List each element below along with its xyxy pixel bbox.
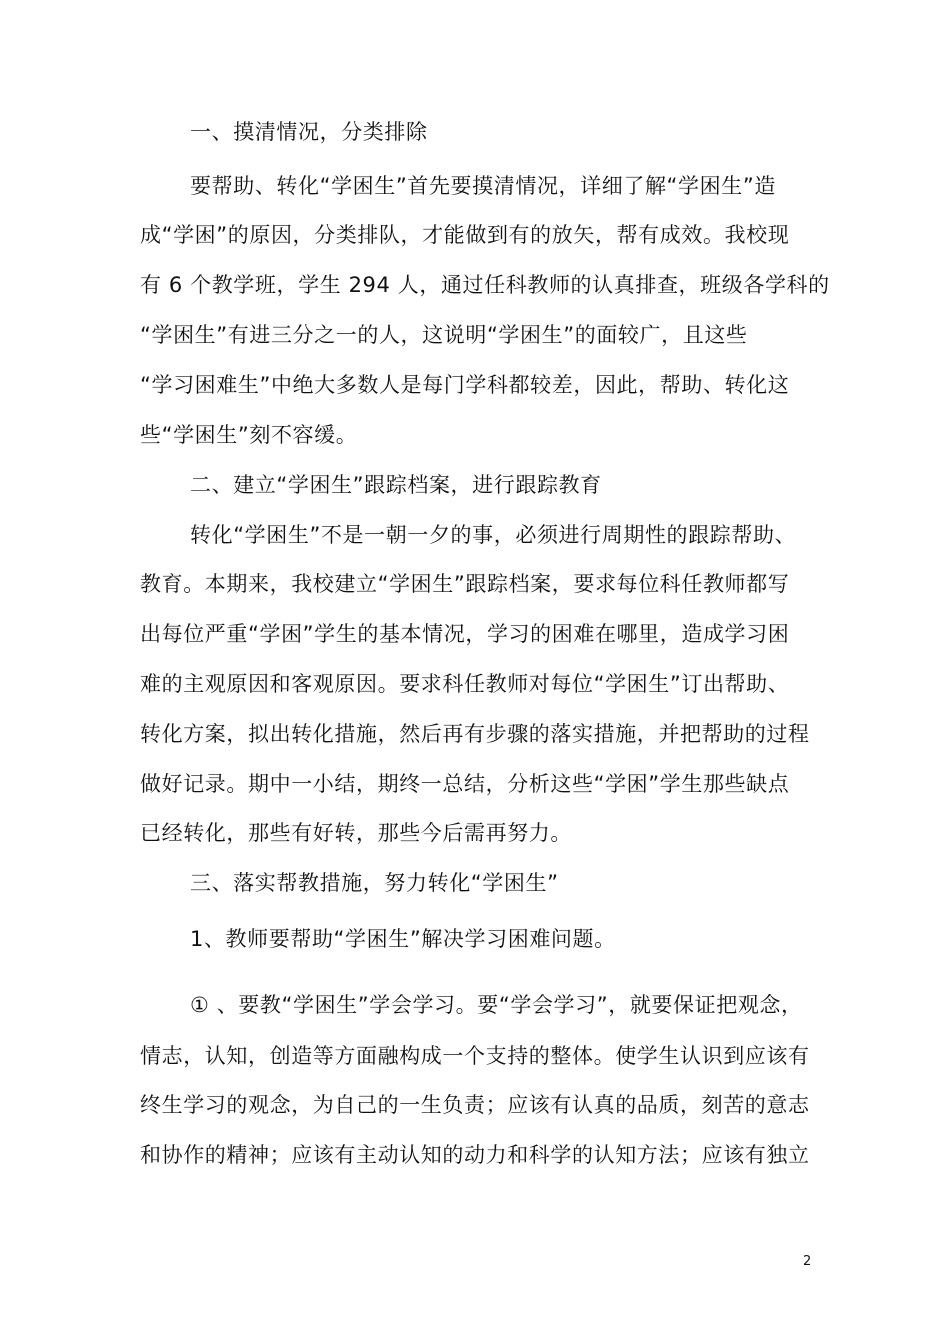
paragraph-line: 转化方案，拟出转化措施，然后再有步骤的落实措施，并把帮助的过程	[140, 722, 810, 746]
paragraph-line: 做好记录。期中一小结，期终一总结，分析这些“学困”学生那些缺点	[140, 772, 790, 796]
page-number: 2	[803, 1254, 812, 1269]
paragraph-line: 难的主观原因和客观原因。要求科任教师对每位“学困生”订出帮助、	[140, 672, 790, 696]
paragraph-line: 成“学困”的原因，分类排队，才能做到有的放矢，帮有成效。我校现	[140, 223, 790, 247]
paragraph-line: 终生学习的观念，为自己的一生负责；应该有认真的品质，刻苦的意志	[140, 1093, 810, 1117]
paragraph-line: 已经转化，那些有好转，那些今后需再努力。	[140, 821, 572, 845]
heading-2: 二、建立“学困生”跟踪档案，进行跟踪教育	[190, 473, 602, 497]
paragraph-line: 出每位严重“学困”学生的基本情况，学习的困难在哪里，造成学习困	[140, 622, 790, 646]
subheading-1: 1、教师要帮助“学困生”解决学习困难问题。	[190, 927, 616, 951]
paragraph-line: 有 6 个教学班，学生 294 人，通过任科教师的认真排查，班级各学科的	[140, 273, 830, 297]
paragraph-line: 要帮助、转化“学困生”首先要摸清情况，详细了解“学困生”造	[190, 174, 776, 198]
heading-3: 三、落实帮教措施，努力转化“学困生”	[190, 871, 559, 895]
paragraph-line: 些“学困生”刻不容缓。	[140, 423, 358, 447]
paragraph-line: “学困生”有进三分之一的人，这说明“学困生”的面较广，且这些	[140, 323, 748, 347]
paragraph-line: “学习困难生”中绝大多数人是每门学科都较差，因此，帮助、转化这	[140, 373, 790, 397]
paragraph-line: 情志，认知，创造等方面融构成一个支持的整体。使学生认识到应该有	[140, 1044, 810, 1068]
paragraph-line: 转化“学困生”不是一朝一夕的事，必须进行周期性的跟踪帮助、	[190, 523, 797, 547]
paragraph-line: 教育。本期来，我校建立“学困生”跟踪档案，要求每位科任教师都写	[140, 572, 790, 596]
paragraph-line: 和协作的精神；应该有主动认知的动力和科学的认知方法；应该有独立	[140, 1143, 810, 1167]
heading-1: 一、摸清情况，分类排除	[190, 120, 428, 144]
paragraph-line: ① 、要教“学困生”学会学习。要“学会学习”，就要保证把观念，	[190, 993, 803, 1017]
